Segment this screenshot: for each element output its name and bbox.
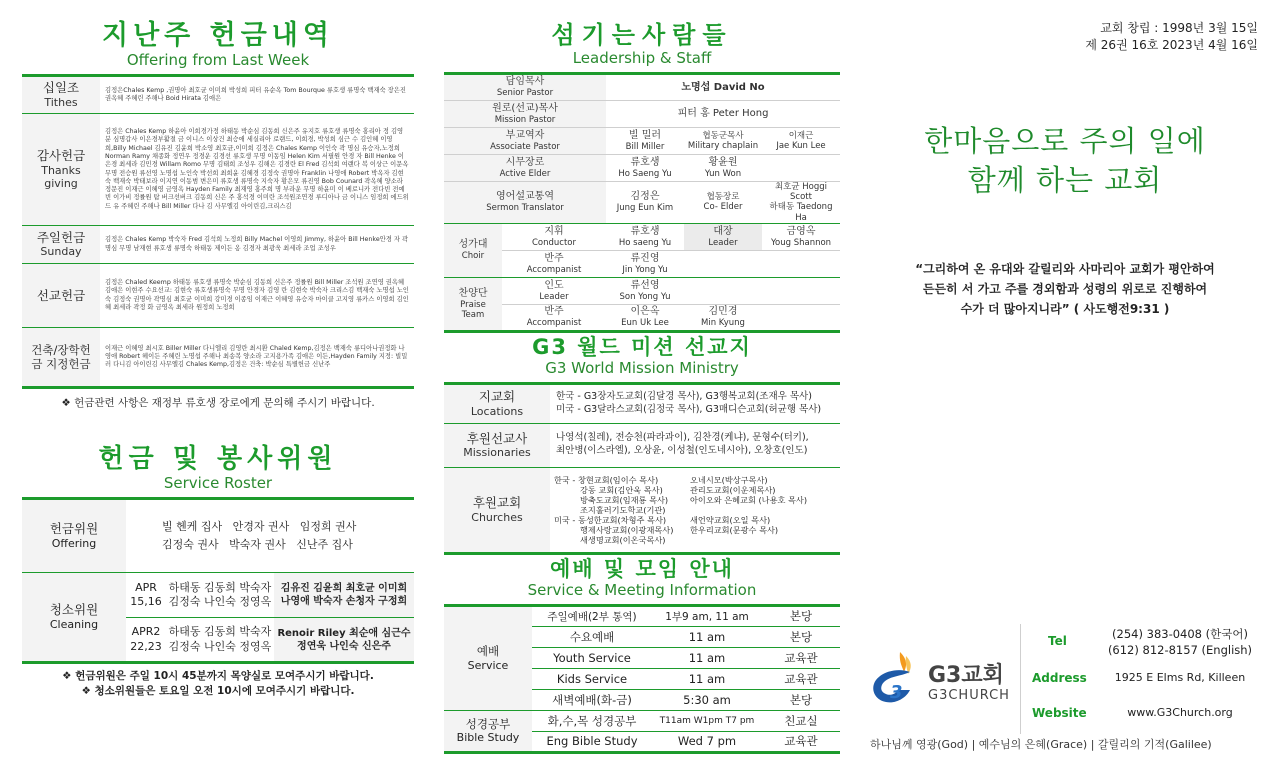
cleaning-date: APR2 [131, 625, 161, 639]
role-label: 원로(선교)목사 [492, 102, 558, 114]
worship-table [444, 604, 840, 754]
church-item: 아이오와 은혜교회 (나용호 목사) [690, 494, 808, 505]
role-label: 담임목사 [505, 76, 545, 88]
role-label: 성가대 [458, 239, 488, 251]
cleaning-members: 김유진 김윤희 최호균 이미희 [280, 583, 408, 594]
role-label: 반주 [544, 306, 564, 318]
staff-column [444, 0, 840, 777]
role-label: 반주 [544, 252, 564, 264]
staff-name: 이은옥 [630, 306, 660, 318]
offering-table [22, 74, 414, 389]
mission-subtitle: G3 World Mission Ministry [545, 358, 739, 377]
staff-name: 류진영 [630, 252, 660, 264]
bible-verse: 든든히 서 가고 주를 경외함과 성령의 위로로 진행하여 [922, 281, 1208, 296]
staff-name: 김민경 [708, 306, 738, 318]
row-label: 청소위원 [49, 602, 99, 618]
staff-name-en: Min Kyung [701, 318, 745, 329]
service-name: 화,수,목 성경공부 [532, 710, 652, 731]
cleaning-date: 22,23 [130, 639, 162, 653]
offering-names: 김정은 Chales Kemp 하윤아 이희경가정 하태동 박순심 김동희 신은주 유지호 류호생 류명숙 홍리아 정 김영분 심명갑사 이은경부활절 금 이니스 이상건 최승애 세실리아 로랜드, 이희경, 박성희 심근 수 김인혜 이영희,Billy Michael 김유진 김윤희 박소영 최호균,이미희 김정은 Chales Kemp 이인숙 곽 명심 유승자,노정희 Norman Ramy 채종화 정연우 정경운 김경선 류호생 무명 이동임 Helen Kim 서필원 안경 자 Bill Henke 이은경 최세라 김민경 Willam Romo 무명 김태희 조성우 김해은 김경란 El Fred 김석희 여랜다 복 이상근 이문옥 무명 전승원 류선영 노명섭 노인숙 박선희 최희윤 김혜경 김정숙 권명아 Franklin 나영애 Robert 박옥자 김현숙 백재숙 박태보라 이지연 이동범 변은미 류호생 류명숙 지숙자 황은모 류진영 Bob Counard 곽옥혜 양소라 정문진 이재근 이혜영 금영옥 Hayden Family 최재영 홍주희 명 부라운 무명 하윤미 이 베로니카 전다빈 전예빈 이가비 정률원 탐 버크선버크 김동희 신은 주 홍석경 이미란 조석원조연경 루디아나 금 이니스 임정희 에드위드 유 주혜린 주해나 Bill Miller 다나 김 사무엘김 아이린김,크리스김 [100, 114, 414, 226]
roster-note: ❖ 청소위원들은 토요일 오전 10시에 모여주시기 바랍니다. [81, 685, 355, 698]
service-place: 교육관 [784, 734, 818, 749]
service-name: Kids Service [532, 668, 652, 689]
service-name: 새벽예배(화-금) [532, 689, 652, 710]
row-label-en: Locations [470, 404, 524, 418]
table-row [22, 328, 414, 388]
staff-name: 노명섭 David No [606, 74, 840, 101]
mission-table [444, 382, 840, 555]
roster-subtitle: Service Roster [163, 474, 273, 492]
service-time: 1부9 am, 11 am [652, 605, 762, 626]
table-row [22, 76, 414, 114]
cleaning-members: Renoir Riley 최순애 심근수 [277, 627, 411, 639]
church-item: 관리도교회(이운제목사) [690, 484, 776, 495]
service-time: T11am W1pm T7 pm [652, 710, 762, 731]
role-label-en: Sermon Translator [486, 203, 564, 214]
row-label: 후원교회 [472, 495, 522, 511]
role-label: 영어설교통역 [496, 191, 554, 203]
staff-name: 류선영 [630, 279, 660, 291]
cleaning-members: 김정숙 나인숙 정영옥 [168, 595, 272, 608]
offering-subtitle: Offering from Last Week [126, 51, 310, 69]
role-label-en: Associate Pastor [490, 141, 560, 152]
row-label: 건축/장학헌금 지정헌금 [31, 342, 91, 371]
contact-divider [1020, 624, 1021, 734]
row-label-en: Bible Study [456, 731, 520, 745]
role-label-en: Choir [461, 251, 485, 262]
slogan-line: 함께 하는 교회 [967, 163, 1163, 198]
worship-subtitle: Service & Meeting Information [527, 580, 757, 599]
offering-note: ❖ 헌금관련 사항은 재정부 류호생 장로에게 문의해 주시기 바랍니다. [61, 397, 375, 409]
table-row [22, 226, 414, 264]
svg-text:3: 3 [890, 682, 903, 703]
role-label: 지휘 [544, 225, 564, 237]
staff-title: 대장 [713, 225, 733, 237]
staff-name: 금영옥 [786, 225, 816, 237]
issue-info: 제 26권 16호 2023년 4월 16일 [1085, 37, 1258, 52]
row-label: 예배 [476, 644, 500, 659]
service-time: 5:30 am [652, 689, 762, 710]
service-place: 본당 [762, 626, 840, 647]
role-label: 부교역자 [505, 129, 545, 141]
role-label-en: Active Elder [499, 168, 551, 179]
website-link[interactable]: www.G3Church.org [1127, 706, 1233, 719]
address-label: Address [1032, 671, 1087, 685]
founded-date: 교회 창립 : 1998년 3월 15일 [1100, 21, 1258, 35]
table-row [22, 573, 414, 618]
staff-title: 협동장로 [706, 192, 740, 203]
row-label: 후원선교사 [466, 430, 528, 446]
roster-title: 헌금 및 봉사위원 [98, 444, 338, 474]
staff-subtitle: Leadership & Staff [572, 49, 712, 67]
church-item: 한국 - 창현교회(임이수 목사) [554, 474, 659, 485]
row-label-en: Sunday [40, 245, 82, 259]
table-row [444, 383, 840, 423]
offering-column [22, 0, 414, 777]
mission-title: G3 월드 미션 선교지 [532, 334, 752, 359]
service-place: 친교실 [762, 710, 840, 731]
location-item: 미국 - G3달라스교회(김정국 목사), G3매디슨교회(허균행 목사) [556, 403, 822, 415]
table-row [444, 467, 840, 553]
offering-members: 김정숙 권사 박숙자 권사 신난주 집사 [162, 538, 353, 551]
church-name-en: G3CHURCH [928, 688, 1010, 703]
role-label-en: Accompanist [526, 264, 582, 275]
service-time: Wed 7 pm [677, 734, 737, 749]
offering-names: 김정은 Chaled Keemp 하태동 류호생 류명숙 박순심 김동희 신은주 정률원 Bill Miller 조석원 조연영 권옥혜 김애은 이현주 수요선교: 김현숙 류호생류명숙 무명 안경자 김영 란 김현숙 박숙자 크리스김 백재숙 노명섭 노인숙 김정숙 권명아 곽명심 최호균 이미희 강미경 이종임 이재근 이혜영 유승자 마이클 고지영 류카스 이영희 김인혜 최세라 곽정 화 금영옥 최세라 원정희 노정희 [100, 264, 414, 328]
staff-name-en: Ho Saeng Yu [618, 168, 672, 179]
staff-name-en: Jung Eun Kim [616, 203, 674, 214]
table-row [444, 250, 840, 277]
offering-members: 빌 헨케 집사 안경자 권사 임정희 권사 [162, 520, 357, 534]
slogan-line: 한마음으로 주의 일에 [924, 124, 1206, 158]
row-label-en: Churches [471, 510, 523, 524]
staff-name-en: Eun Uk Lee [621, 318, 669, 329]
offering-title: 지난주 헌금내역 [102, 20, 334, 51]
table-row [444, 277, 840, 304]
church-item: 새생명교회(이온국목사) [580, 534, 666, 545]
table-row [444, 304, 840, 331]
offering-names: 이재근 이혜영 최시호 Biller Miller 다니엘리 김영란 최시환 Chaled Kemp,김정은 백재숙 류디아나권정화 나영애 Robert 헤이든 주혜린 노명섭 주해나 최송복 양소라 고지용가족 김애은 이든,Hayden Family 지정: 빌밀러 다니김 아이린김 사무엘김 Chales Kemp,김정은 건축: 박순심 특별헌금 신난주 [105, 344, 408, 369]
staff-name-en: Jae Kun Lee [776, 141, 826, 151]
staff-name-en: 하태동 Taedong Ha [769, 202, 833, 223]
table-row [22, 114, 414, 226]
missionary-list: 나영석(칠레), 전승천(파라과이), 김찬경(케냐), 문형수(터키), [556, 432, 809, 444]
website-label: Website [1032, 706, 1087, 720]
service-place: 교육관 [762, 668, 840, 689]
staff-name-en: Bill Miller [625, 141, 665, 152]
role-label-en: Mission Pastor [494, 114, 556, 125]
service-name: Youth Service [532, 647, 652, 668]
row-label-en: Missionaries [463, 446, 531, 460]
staff-name-en: Ho saeng Yu [618, 237, 672, 248]
staff-name: 류호생 [630, 156, 660, 168]
table-row [444, 182, 840, 224]
table-row [444, 74, 840, 101]
table-row [444, 710, 840, 731]
church-item: 조지훌러기도학교(기관) [580, 504, 666, 515]
staff-title: 섬기는사람들 [551, 21, 733, 49]
row-label: 성경공부 [465, 716, 511, 731]
church-name: G3교회 [928, 663, 1004, 688]
offering-names: 김정은 Chales Kemp 박숙자 Fred 김석희 노정희 Billy Machel 이영희 Jimmy, 하윤아 Bill Henke안경 자 곽명심 무명 남재현 류호생 류명숙 하태동 제이든 옹 김경자 최광욱 최세라 조업 조성우 [100, 226, 414, 264]
row-label-en: Cleaning [49, 617, 99, 631]
worship-title: 예배 및 모임 안내 [550, 556, 734, 581]
bible-verse: “그리하여 온 유대와 갈릴리와 사마리아 교회가 평안하여 [915, 262, 1215, 276]
location-item: 한국 - G3장자도교회(김달경 목사), G3행복교회(조재우 목사) [556, 390, 812, 402]
table-row [444, 128, 840, 155]
service-place: 본당 [762, 605, 840, 626]
service-name: Eng Bible Study [546, 734, 638, 749]
staff-name-en: Son Yong Yu [619, 291, 671, 302]
staff-name: 류호생 [630, 225, 660, 237]
service-time: 11 am [652, 647, 762, 668]
church-info-column [860, 0, 1270, 777]
tel-number: (254) 383-0408 (한국어) [1112, 627, 1248, 641]
staff-title-en: Military chaplain [687, 141, 759, 151]
cleaning-members: 나영애 박숙자 손청자 구정희 [280, 596, 408, 607]
staff-name: 이재근 [788, 130, 814, 141]
address-value: 1925 E Elms Rd, Killeen [1114, 671, 1246, 684]
service-place: 본당 [762, 689, 840, 710]
church-item: 방축도교회(임재룡 목사) [580, 494, 669, 505]
cleaning-members: 하태동 김동희 박숙자 [168, 625, 272, 639]
staff-title-en: Leader [708, 237, 738, 248]
row-label: 주일헌금 [36, 229, 86, 245]
staff-name-en: Yun Won [704, 168, 742, 179]
staff-name: 김정은 [630, 191, 660, 203]
table-row [444, 101, 840, 128]
role-label-en: Conductor [531, 237, 576, 248]
role-label: 찬양단 [458, 287, 488, 299]
service-time: 11 am [652, 668, 762, 689]
bible-verse: 수가 더 많아지니라” ( 사도행전9:31 ) [960, 301, 1170, 316]
role-label: 시무장로 [505, 156, 545, 168]
table-row [444, 223, 840, 250]
row-label-en: Tithes [44, 95, 78, 109]
role-label-en: Team [461, 309, 485, 320]
table-row [444, 423, 840, 467]
row-label: 헌금위원 [49, 521, 99, 537]
role-label-en: Leader [539, 291, 569, 302]
church-item: 오네시모(박상구목사) [690, 474, 768, 485]
role-label-en: Senior Pastor [496, 88, 554, 99]
roster-note: ❖ 헌금위원은 주일 10시 45분까지 목양실로 모여주시기 바랍니다. [62, 670, 374, 682]
staff-title: 협동군목사 [702, 130, 744, 141]
row-label: 지교회 [478, 389, 516, 405]
staff-name-en: Jin Yong Yu [622, 264, 668, 275]
church-item: 행제사랑교회(이광재목사) [580, 524, 674, 535]
roster-table [22, 497, 414, 664]
role-label: 인도 [544, 279, 564, 291]
cleaning-date: 15,16 [130, 595, 162, 608]
table-row [22, 264, 414, 328]
row-label: 선교헌금 [36, 287, 86, 303]
row-label: 감사헌금 [36, 147, 86, 163]
church-item: 미국 - 동성한교회(차형주 목사) [554, 514, 667, 525]
row-label: 십일조 [42, 80, 80, 96]
staff-name: 빌 밀러 [628, 129, 662, 141]
service-time: 11 am [652, 626, 762, 647]
row-label-en: Thanks giving [41, 163, 81, 191]
church-logo-icon [866, 648, 922, 706]
cleaning-date: APR [135, 580, 157, 594]
missionary-list: 최안병(이스라엘), 오상윤, 이성철(인도네시아), 오창호(인도) [556, 445, 808, 457]
church-item: 한우리교회(문광수 목사) [690, 524, 779, 535]
staff-name: 피터 홍 Peter Hong [606, 101, 840, 128]
service-name: 주일예배(2부 통역) [532, 605, 652, 626]
table-row [444, 155, 840, 182]
offering-names: 김정은Chales Kemp ,권명아 최호균 이미희 박성희 피터 유순옥 Tom Bourque 류호생 류명숙 백재숙 장은진 권옥혜 주혜린 주해나 Boid Hirata 김애은 [100, 76, 414, 114]
table-row [22, 499, 414, 573]
cleaning-members: 하태동 김동희 박숙자 [168, 580, 272, 594]
staff-name-en: Youg Shannon [770, 237, 832, 248]
row-label-en: Service [467, 658, 509, 672]
church-motto: 하나님께 영광(God) | 예수님의 은혜(Grace) | 갈릴리의 기적(Galilee) [870, 738, 1212, 751]
role-label-en: Accompanist [526, 318, 582, 329]
staff-name: 최호균 Hoggi Scott [774, 182, 828, 203]
staff-title-en: Co- Elder [703, 202, 743, 213]
tel-number: (612) 812-8157 (English) [1107, 643, 1253, 658]
table-row [444, 605, 840, 626]
cleaning-members: 김정숙 나인숙 정영옥 [168, 639, 272, 653]
church-item: 새언약교회(오일 목사) [690, 514, 771, 525]
church-item: 강동 교회(김안욱 목사) [580, 484, 663, 495]
cleaning-members: 정연욱 나인숙 신은주 [297, 640, 391, 652]
row-label-en: Offering [51, 536, 97, 550]
staff-name: 황윤원 [708, 156, 738, 168]
staff-table [444, 72, 840, 333]
service-name: 수요예배 [532, 626, 652, 647]
service-place: 교육관 [762, 647, 840, 668]
tel-label: Tel [1048, 634, 1067, 648]
role-label-en: Praise [460, 299, 486, 310]
